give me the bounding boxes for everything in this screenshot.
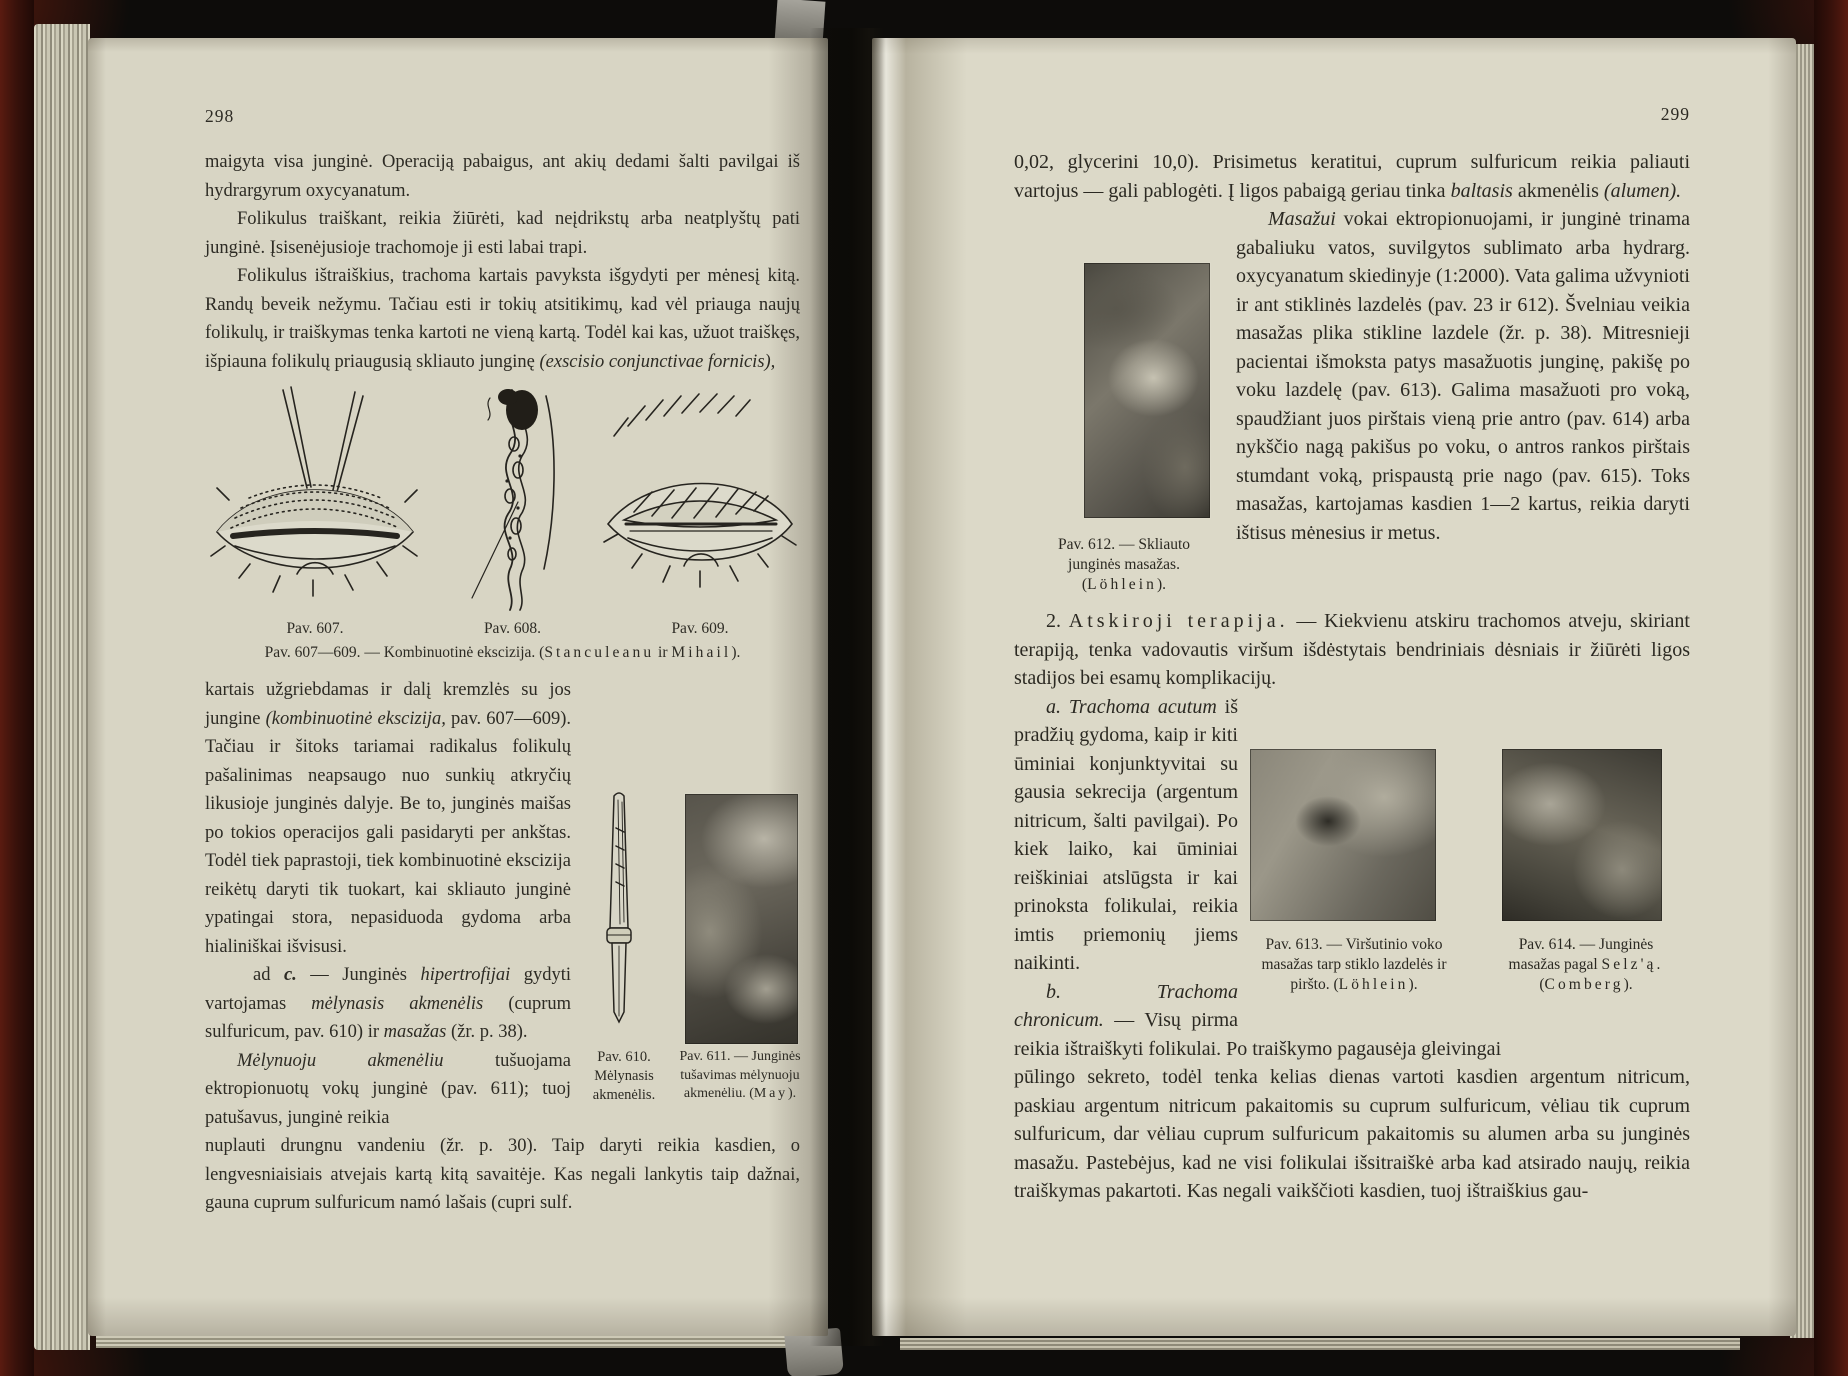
copper-stick-illustration-610 xyxy=(591,788,647,1038)
book-cover-edge-left xyxy=(0,0,34,1376)
figure-block-613-614 xyxy=(1250,749,1690,1027)
book-cover-edge-right xyxy=(1814,0,1848,1376)
paragraph: b. Trachoma chronicum. — Visų pirma reikia ištraiškyti folikulai. Po traiškymo pagausėja gleivingai xyxy=(1014,980,1502,1060)
figure-group-caption: Pav. 607—609. — Kombinuotinė ekscizija. (Stanculeanu ir Mihail). xyxy=(264,644,741,661)
eye-excision-diagram-609 xyxy=(600,384,800,616)
paragraph: 2. Atskiroji terapija. — Kiekvienu atskiru trachomos atveju, skiriant terapiją, tenka vadovautis viršum išdėstytais bendriniais dėsniais ir žiūrėti ligos stadijos bei esamų komplikacijų. xyxy=(1014,610,1690,689)
paragraph: 0,02, glycerini 10,0). Prisimetus keratitui, cuprum sulfuricum reikia paliauti vartojus — gali pablogėti. Į ligos pabaigą geriau tinka baltasis akmenėlis (alumen). xyxy=(1014,151,1690,202)
page-edges-left xyxy=(34,24,90,1350)
caption-612: Pav. 612. — Skliauto junginės masažas. (Löhlein). xyxy=(1057,536,1191,593)
photo-612-fornix-massage xyxy=(1084,263,1210,518)
page-right xyxy=(872,38,1796,1336)
page-number-right: 299 xyxy=(1660,104,1690,124)
paragraph: nuplauti drungnu vandeniu (žr. p. 30). Taip daryti reikia kasdien, o lengvesniaisiais atvejais kartą kitą savaitėje. Kas negali lankytis taip dažnai, gauna cuprum sulfuricum namó lašais (cupri sulf. xyxy=(205,1136,800,1213)
figure-row-607-609 xyxy=(205,384,800,616)
figure-label-607: Pav. 607. xyxy=(286,620,344,637)
text-wrap-block xyxy=(1014,693,1690,1064)
text-wrap-block xyxy=(205,676,800,1132)
page-left xyxy=(88,38,828,1336)
page-edges-bottom-right xyxy=(900,1338,1740,1350)
paragraph: maigyta visa junginė. Operaciją pabaigus, ant akių dedami šalti pavilgai iš hydrargyrum oxycyanatum. xyxy=(205,152,800,201)
figure-labels-row xyxy=(205,618,800,640)
photo-613-upper-lid-massage xyxy=(1250,749,1436,921)
photo-611-touching-conjunctiva xyxy=(685,794,798,1044)
lid-cross-section-diagram-608 xyxy=(460,384,565,616)
figure-block-612 xyxy=(1014,263,1210,603)
caption-611: Pav. 611. — Junginės tušavimas mėlynuoju akmenėliu. (May). xyxy=(679,1049,801,1101)
paragraph: Folikulus ištraiškius, trachoma kartais pavyksta išgydyti per mėnesį kitą. Randų beveik nežymu. Tačiau esti ir tokių atsitikimų, kad vėl priauga naujų folikulų, ir traiškymas tenka kartoti ne vieną kartą. Todėl kai kas, užuot traiškęs, išpiauna folikulų priaugusią skliauto junginę (exscisio conjunctivae fornicis), xyxy=(205,266,800,372)
paragraph: Masažui vokai ektropionuojami, ir junginė trinama gabaliuku vatos, suvilgytos sublimato arba hydrarg. oxycyanatum skiedinyje (1:2000). Vata galima užvynioti ir ant stiklinės lazdelės (pav. 23 ir 612). Švelniau veikia masažas plika stikline lazdele (žr. p. 38). Mitresnieji pacientai išmoksta patys masažuotis junginę, pakišę po voku lazdelę (pav. 613). Galima masažuoti pro voką, spaudžiant juos pirštais vieną prie antro (pav. 614) arba nykščio nagą pakišus po voku, o antros rankos pirštais stumdant voką, prispaustą prie nago (pav. 615). Toks masažas, kartojamas kasdien 1—2 kartus, reikia daryti ištisus mėnesius ir metus. xyxy=(1236,208,1690,544)
paragraph: a. Trachoma acutum iš pradžių gydoma, kaip ir kiti ūminiai konjunktyvitai su gausia sekrecija (argentum nitricum, šalti pavilgai). Po kiek laiko, kai ūminiai reiškiniai atslūgsta ir kai prinoksta folikulai, reikia imtis priemonių jiems naikinti. xyxy=(1014,695,1239,974)
paragraph: Folikulus traiškant, reikia žiūrėti, kad neįdrikstų arba neatplyštų pati junginė. Įsisenėjusioje trachomoje ji esti labai trapi. xyxy=(205,209,800,258)
caption-613: Pav. 613. — Viršutinio voko masažas tarp stiklo lazdelės ir piršto. (Löhlein). xyxy=(1261,935,1447,993)
page-right-text-block xyxy=(1014,38,1690,1206)
text-wrap-block xyxy=(1014,205,1690,607)
paragraph: ad c. — Junginės hipertrofijai gydyti vartojamas mėlynasis akmenėlis (cuprum sulfuricum, pav. 610) ir masažas (žr. p. 38). xyxy=(205,965,572,1042)
paragraph: Mėlynuoju akmenėliu tušuojama ektropionuotų vokų junginė (pav. 611); tuoj patušavus, junginė reikia xyxy=(205,1050,571,1128)
page-number-left: 298 xyxy=(205,106,235,126)
figure-block-610-611 xyxy=(585,788,800,1110)
page-left-text-block xyxy=(205,38,800,1218)
figure-label-608: Pav. 608. xyxy=(483,620,542,637)
caption-614: Pav. 614. — Junginės masažas pagal Selz'ą. (Comberg). xyxy=(1508,935,1664,993)
figure-label-609: Pav. 609. xyxy=(671,620,729,637)
eye-excision-diagram-607 xyxy=(205,384,425,616)
paragraph: kartais užgriebdamas ir dalį kremzlės su jos jungine (kombinuotinė ekscizija, pav. 607—609). Tačiau ir šitoks tariamai radikalus folikulų pašalinimas neapsaugo nuo sunkių atkryčių likusioje junginės dalyje. Be to, junginės maišas po tokios operacijos gali pasidaryti per ankštas. Todėl tiek paprastoji, tiek kombinuotinė ekscizija reikėtų daryti tik tuokart, kai skliauto junginė ypatingai stora, nepasiduoda gydoma arba hialiniškai išvisusi. xyxy=(205,680,571,957)
photo-614-selz-massage xyxy=(1502,749,1662,921)
paragraph: pūlingo sekreto, todėl tenka kelias dienas vartoti kasdien argentum nitricum, paskiau argentum nitricum pakaitomis su cuprum sulfuricum, vėliau tik cuprum sulfuricum, dar vėliau cuprum sulfuricum pakaitomis su alumen arba su junginės masažu. Pastebėjus, kad ne visi folikulai išsitraiškė arba kad atsirado naujų, reikia traiškymas pakartoti. Kas negali vaikščioti kasdien, tuoj ištraiškius gau- xyxy=(1014,1066,1690,1202)
caption-610: Pav. 610. Mėlynasis akmenėlis. xyxy=(592,1049,656,1103)
